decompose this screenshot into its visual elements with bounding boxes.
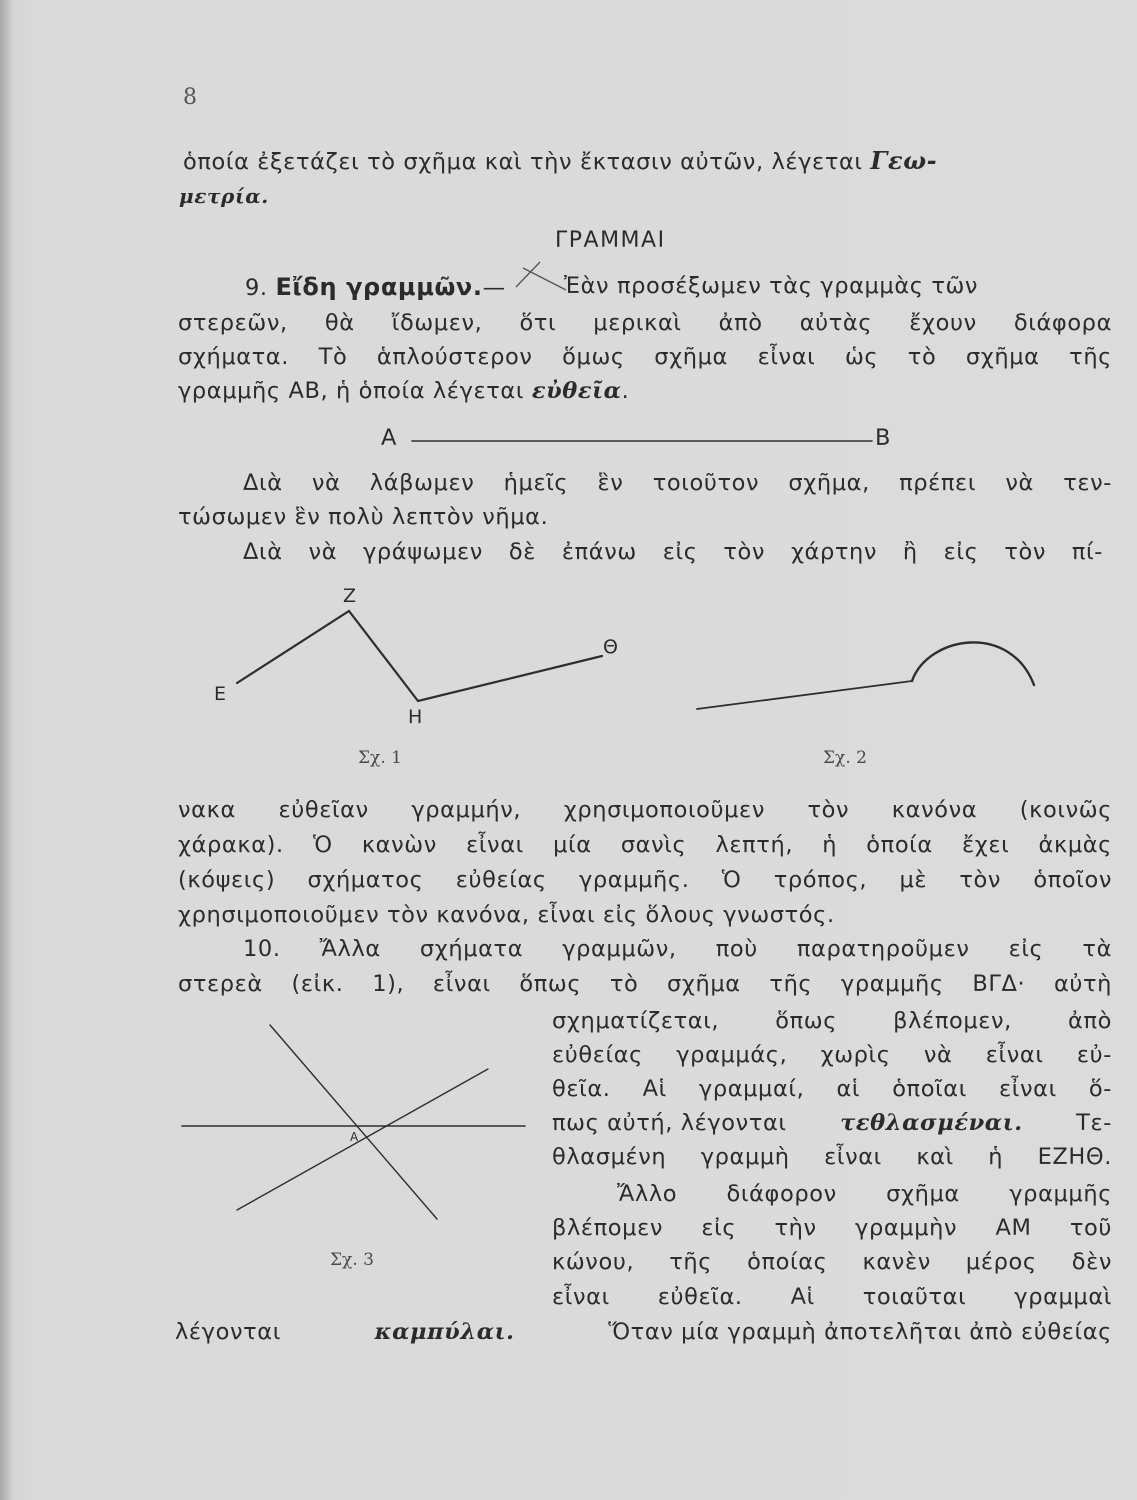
text-line-25-start: λέγονται	[175, 1319, 281, 1345]
text-line-25-end: Ὅταν μία γραμμὴ ἀποτελῆται ἀπὸ εὐθείας	[608, 1319, 1112, 1345]
text-line-12: (κόψεις) σχήματος εὐθείας γραμμῆς. Ὁ τρόπος, μὲ τὸν ὁποῖον	[178, 867, 1112, 893]
title-dash: —	[482, 275, 506, 301]
text-line-1-main: ὁποία ἐξετάζει τὸ σχῆμα καὶ τὴν ἔκτασιν αὐτῶν, λέγεται	[183, 149, 863, 175]
text-line-3: Ἐὰν προσέξωμεν τὰς γραμμὰς τῶν	[564, 273, 979, 299]
pencil-mark	[516, 262, 566, 290]
segment-label-b: Β	[875, 425, 892, 451]
fig2-caption: Σχ. 2	[823, 748, 867, 768]
term-kampylai: καμπύλαι.	[374, 1319, 515, 1345]
fig1-label-theta: Θ	[603, 636, 619, 658]
text-line-17: εὐθείας γραμμάς, χωρὶς νὰ εἶναι εὐ-	[552, 1042, 1112, 1068]
fig3-caption: Σχ. 3	[330, 1250, 374, 1270]
text-line-16: σχηματίζεται, ὅπως βλέπομεν, ἀπὸ	[552, 1008, 1112, 1034]
fig1-label-e: Ε	[214, 683, 227, 705]
text-line-22: βλέπομεν εἰς τὴν γραμμὴν ΑΜ τοῦ	[552, 1215, 1112, 1241]
fig2-straight-part	[697, 681, 912, 709]
text-line-20: θλασμένη γραμμὴ εἶναι καὶ ἡ ΕΖΗΘ.	[552, 1144, 1112, 1170]
paragraph-9-title: Εἴδη γραμμῶν.	[275, 273, 483, 301]
text-line-19-main: πως αὐτή, λέγονται	[552, 1110, 787, 1136]
fig1-label-z: Ζ	[343, 585, 357, 607]
section-heading: ΓΡΑΜΜΑΙ	[555, 228, 666, 253]
fig1-label-h: Η	[408, 706, 423, 728]
fig1-broken-line-ezhth	[237, 611, 602, 701]
text-line-6-main: γραμμῆς ΑΒ, ἡ ὁποία λέγεται	[178, 378, 525, 404]
term-geometria-part2: μετρία.	[179, 184, 269, 208]
text-line-7: Διὰ νὰ λάβωμεν ἡμεῖς ἓν τοιοῦτον σχῆμα, πρέπει νὰ τεν-	[243, 470, 1112, 496]
term-tethlasmenai: τεθλασμέναι.	[840, 1110, 1023, 1136]
text-line-11: χάρακα). Ὁ κανὼν εἶναι μία σανὶς λεπτή, ἡ ὁποία ἔχει ἀκμὰς	[178, 832, 1112, 858]
text-line-18: θεῖα. Αἱ γραμμαί, αἱ ὁποῖαι εἶναι ὅ-	[552, 1076, 1112, 1102]
fig3-label-a: Α	[350, 1130, 359, 1144]
text-line-13: χρησιμοποιοῦμεν τὸν κανόνα, εἶναι εἰς ὅλους γνωστός.	[178, 902, 835, 928]
fig3-diagonal-line-1	[270, 1025, 437, 1219]
text-line-4: στερεῶν, θὰ ἴδωμεν, ὅτι μερικαὶ ἀπὸ αὐτὰς ἔχουν διάφορα	[178, 310, 1112, 336]
text-line-14: 10. Ἄλλα σχήματα γραμμῶν, ποὺ παρατηροῦμεν εἰς τὰ	[243, 936, 1112, 962]
text-line-9: Διὰ νὰ γράψωμεν δὲ ἐπάνω εἰς τὸν χάρτην ἢ εἰς τὸν πί-	[243, 539, 1103, 565]
term-eutheia: εὐθεῖα	[531, 378, 622, 404]
text-line-5: σχήματα. Τὸ ἁπλούστερον ὅμως σχῆμα εἶναι ὡς τὸ σχῆμα τῆς	[178, 344, 1112, 370]
text-line-15: στερεὰ (εἰκ. 1), εἶναι ὅπως τὸ σχῆμα τῆς γραμμῆς ΒΓΔ· αὐτὴ	[178, 971, 1112, 997]
fig3-diagonal-line-2	[237, 1069, 488, 1210]
paragraph-number-9: 9.	[245, 275, 268, 301]
term-geometria-part1: Γεω-	[870, 146, 938, 175]
text-line-21: Ἄλλο διάφορον σχῆμα γραμμῆς	[617, 1181, 1112, 1207]
text-line-6-end: .	[621, 378, 630, 404]
page-number: 8	[183, 85, 198, 110]
segment-label-a: Α	[381, 425, 397, 451]
text-line-23: κώνου, τῆς ὁποίας κανὲν μέρος δὲν	[552, 1249, 1112, 1275]
text-line-8: τώσωμεν ἓν πολὺ λεπτὸν νῆμα.	[178, 504, 549, 530]
text-line-10: νακα εὐθεῖαν γραμμήν, χρησιμοποιοῦμεν τὸν κανόνα (κοινῶς	[178, 797, 1112, 823]
fig2-curved-part	[912, 642, 1034, 685]
text-line-24: εἶναι εὐθεῖα. Αἱ τοιαῦται γραμμαὶ	[552, 1284, 1112, 1310]
fig1-caption: Σχ. 1	[358, 748, 402, 768]
text-line-19-end: Τε-	[1076, 1110, 1112, 1136]
